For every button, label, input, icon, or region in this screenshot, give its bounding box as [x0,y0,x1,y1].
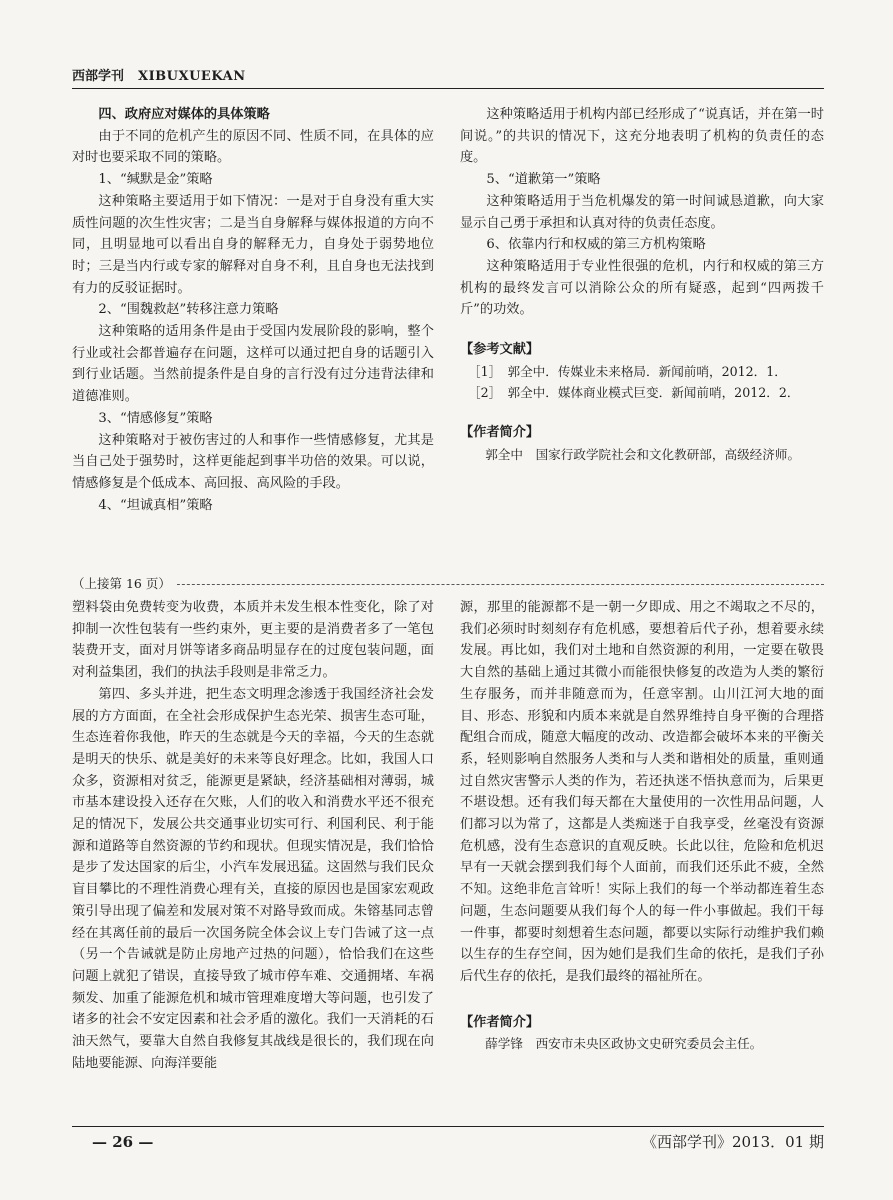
author-bio-title-2: 【作者简介】 [460,1014,540,1030]
subsection-heading: 4、“坦诚真相”策略 [98,497,213,513]
running-header [72,66,824,89]
bottom-right-body [460,597,824,988]
body-paragraph: 塑料袋由免费转变为收费，本质并未发生根本性变化，除了对抑制一次性包装有一些约束外，更主要的是消费者多了一笔包装费开支，面对月饼等诸多商品明显存在的过度包装问题，面对利益集团，我们的执法手段则是非常乏力。 [72,600,434,681]
continuation-separator [72,573,824,595]
section-title: 四、政府应对媒体的具体策略 [98,107,270,122]
dashed-divider [72,584,824,585]
header-journal-cn: 西部学刊 [72,69,125,84]
page-footer [72,1126,824,1157]
author-bio-title: 【作者简介】 [460,425,540,441]
body-paragraph: 这种策略主要适用于如下情况：一是对于自身没有重大实质性问题的次生性灾害；二是当自身解释与媒体报道的方向不同，且明显地可以看出自身的解释无力，自身处于弱势地位时；三是当内行或专家的解释对自身不利，且自身也无法找到有力的反驳证据时。 [72,193,434,296]
body-paragraph: 由于不同的危机产生的原因不同、性质不同，在具体的应对时也要采取不同的策略。 [72,128,434,166]
top-left-body [72,126,434,517]
reference-item-1: ［1］ 郭全中．传媒业未来格局．新闻前哨，2012．1． [468,363,787,379]
references-title: 【参考文献】 [460,342,540,358]
author-bio-text-2: 薛学锋 西安市未央区政协文史研究委员会主任。 [485,1036,763,1052]
bottom-left-body [72,597,434,1074]
reference-item-2: ［2］ 郭全中．媒体商业模式巨变．新闻前哨，2012．2． [468,385,800,401]
subsection-heading: 6、依靠内行和权威的第三方机构策略 [486,237,706,253]
body-paragraph: 这种策略对于被伤害过的人和事作一些情感修复，尤其是当自己处于强势时，这样更能起到事半功倍的效果。可以说，情感修复是个低成本、高回报、高风险的手段。 [72,432,434,491]
bottom-left-column [72,597,434,1074]
top-right-body [460,104,824,321]
journal-issue: 《西部学刊》2013．01 期 [641,1133,824,1151]
subsection-heading: 5、“道歉第一”策略 [486,172,601,188]
header-journal-en: XIBUXUEKAN [138,69,246,84]
page-number: — 26 — [92,1133,154,1151]
top-right-column [460,104,824,466]
continuation-label: （上接第 16 页） [72,573,177,595]
body-paragraph: 这种策略的适用条件是由于受国内发展阶段的影响，整个行业或社会都普遍存在问题，这样可以通过把自身的话题引入到行业话题。当然前提条件是自身的言行没有过分违背法律和道德准则。 [72,324,434,405]
top-left-column [72,104,434,516]
body-paragraph: 这种策略适用于机构内部已经形成了“说真话，并在第一时间说。”的共识的情况下，这充分地表明了机构的负责任的态度。 [460,107,824,166]
subsection-heading: 1、“缄默是金”策略 [98,172,213,188]
body-paragraph: 这种策略适用于当危机爆发的第一时间诚恳道歉，向大家显示自己勇于承担和认真对待的负责任态度。 [460,193,824,231]
body-paragraph: 第四、多头并进，把生态文明理念渗透于我国经济社会发展的方方面面，在全社会形成保护生态光荣、损害生态可耻，生态连着你我他，昨天的生态就是今天的幸福，今天的生态就是明天的快乐、就是美好的未来等良好理念。比如，我国人口众多，资源相对贫乏，能源更是紧缺，经济基础相对薄弱，城市基本建设投入还存在欠账，人们的收入和消费水平还不很充足的情况下，发展公共交通事业切实可行、利国利民、利于能源和道路等自然资源的节约和现状。但现实情况是，我们恰恰是步了发达国家的后尘，小汽车发展迅猛。这固然与我们民众盲目攀比的不理性消费心理有关，直接的原因也是国家宏观政策引导出现了偏差和发展对策不对路导致而成。朱镕基同志曾经在其离任前的最后一次国务院全体会议上专门告诫了这一点（另一个告诫就是防止房地产过热的问题），恰恰我们在这些问题上就犯了错误，直接导致了城市停车难、交通拥堵、车祸频发、加重了能源危机和城市管理难度增大等问题，也引发了诸多的社会不安定因素和社会矛盾的激化。我们一天消耗的石油天然气，要靠大自然自我修复其战线是很长的，我们现在向陆地要能源、向海洋要能 [72,686,434,1071]
bottom-right-column [460,597,824,1055]
author-bio-text: 郭全中 国家行政学院社会和文化教研部，高级经济师。 [485,446,801,462]
subsection-heading: 3、“情感修复”策略 [98,410,213,426]
body-paragraph: 这种策略适用于专业性很强的危机，内行和权威的第三方机构的最终发言可以消除公众的所有疑惑，起到“四两拨千斤”的功效。 [460,258,824,318]
subsection-heading: 2、“围魏救赵”转移注意力策略 [98,302,279,318]
body-paragraph: 源，那里的能源都不是一朝一夕即成、用之不竭取之不尽的，我们必须时时刻刻存有危机感，要想着后代子孙，想着要永续发展。再比如，我们对土地和自然资源的利用，一定要在敬畏大自然的基础上通过其微小而能很快修复的改造为人类的繁衍生存服务，而并非随意而为，任意宰割。山川江河大地的面目、形态、形貌和内质本来就是自然界维持自身平衡的合理搭配组合而成，随意大幅度的改动、改造都会破坏本来的平衡关系，轻则影响自然服务人类和与人类和谐相处的质量，重则通过自然灾害警示人类的作为，若还执迷不悟执意而为，后果更不堪设想。还有我们每天都在大量使用的一次性用品问题，人们都习以为常了，这都是人类痴迷于自我享受，丝毫没有资源危机感，没有生态意识的直观反映。长此以往，危险和危机迟早有一天就会摆到我们每个人面前，而我们还乐此不疲，全然不知。这绝非危言耸听！实际上我们的每一个举动都连着生态问题，生态问题要从我们每个人的每一件小事做起。我们干每一件事，都要时刻想着生态问题，都要以实际行动维护我们赖以生存的生存空间，因为她们是我们生命的依托，是我们子孙后代生存的依托，是我们最终的福祉所在。 [460,600,824,984]
